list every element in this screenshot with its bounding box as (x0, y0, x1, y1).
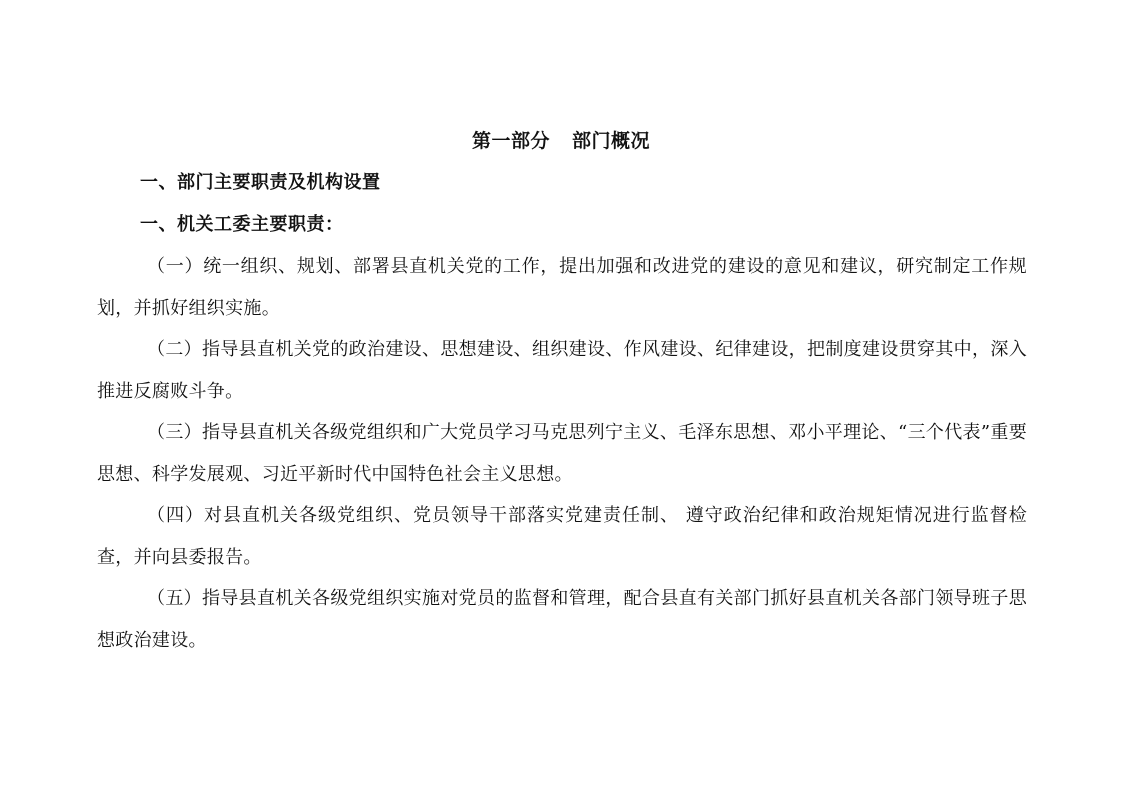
duty-paragraph-5: （五）指导县直机关各级党组织实施对党员的监督和管理，配合县直有关部门抓好县直机关各部门领导班子思想政治建设。 (97, 588, 1027, 651)
subsection-heading: 一、机关工委主要职责： (140, 214, 344, 235)
duty-paragraph-4: （四）对县直机关各级党组织、党员领导干部落实党建责任制、 遵守政治纪律和政治规矩情况进行监督检查，并向县委报告。 (97, 505, 1027, 568)
title-name: 部门概况 (572, 130, 651, 152)
title-part: 第一部分 (471, 130, 550, 152)
section-heading: 一、部门主要职责及机构设置 (140, 172, 381, 193)
duty-paragraph-2: （二）指导县直机关党的政治建设、思想建设、组织建设、作风建设、纪律建设，把制度建设贯穿其中，深入推进反腐败斗争。 (97, 339, 1027, 402)
duty-paragraph-3: （三）指导县直机关各级党组织和广大党员学习马克思列宁主义、毛泽东思想、邓小平理论、“三个代表”重要思想、科学发展观、习近平新时代中国特色社会主义思想。 (97, 422, 1027, 485)
page-title (0, 126, 1122, 156)
duty-paragraph-1: （一）统一组织、规划、部署县直机关党的工作，提出加强和改进党的建设的意见和建议，研究制定工作规划，并抓好组织实施。 (97, 256, 1027, 319)
